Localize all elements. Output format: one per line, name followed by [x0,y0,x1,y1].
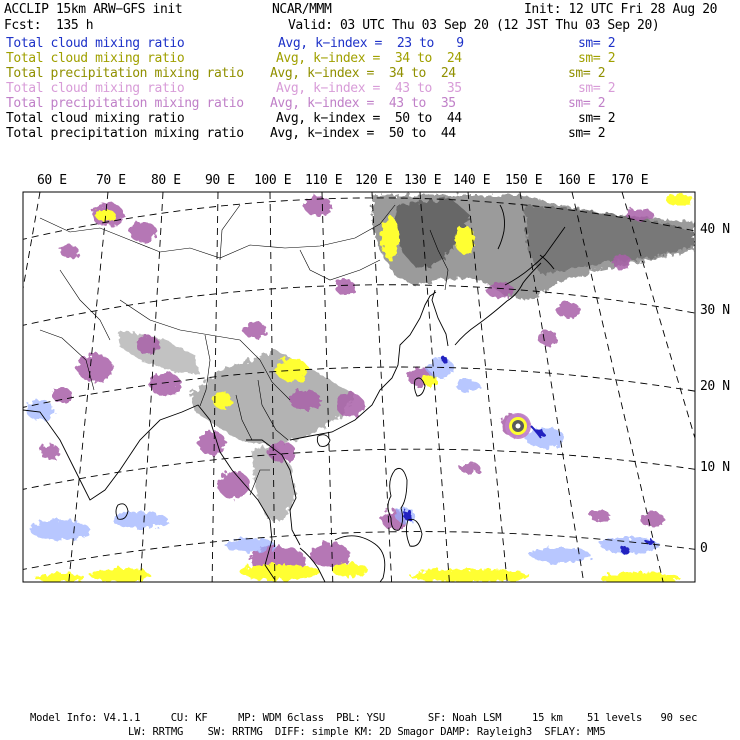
lon-label-130e: 130 E [404,173,442,188]
model-info-line-1: Model Info: V4.1.1 CU: KF MP: WDM 6class PBL: YSU SF: Noah LSM 15 km 51 levels 90 sec [30,712,698,724]
model-info-line-2: LW: RRTMG SW: RRTMG DIFF: simple KM: 2D Smagor DAMP: Rayleigh3 SFLAY: MM5 [128,726,606,738]
center-label: NCAR/MMM [272,2,332,17]
cloud-gray-himalaya [118,330,200,375]
lat-label-40n: 40 N [700,222,730,237]
legend-row-3-smooth: sm= 2 [568,66,606,81]
legend-row-2-field: Total cloud mixing ratio [6,51,185,66]
legend-row-2-levels: Avg, k−index = 34 to 24 [276,51,462,66]
legend-row-1-field: Total cloud mixing ratio [6,36,185,51]
lon-label-140e: 140 E [453,173,491,188]
legend-row-3-field: Total precipitation mixing ratio [6,66,244,81]
legend-row-6-field: Total cloud mixing ratio [6,111,185,126]
lon-label-150e: 150 E [505,173,543,188]
lat-label-0: 0 [700,541,708,556]
cloud-dark-blue-patches [404,357,654,553]
legend-row-6-smooth: sm= 2 [578,111,616,126]
init-time: Init: 12 UTC Fri 28 Aug 20 [524,2,718,17]
forecast-hour: Fcst: 135 h [4,18,94,33]
legend-row-3-levels: Avg, k−index = 34 to 24 [270,66,456,81]
lon-label-60e: 60 E [37,173,67,188]
legend-row-4-field: Total cloud mixing ratio [6,81,185,96]
lon-label-70e: 70 E [96,173,126,188]
model-title: ACCLIP 15km ARW−GFS init [4,2,183,17]
legend-row-4-levels: Avg, k−index = 43 to 35 [276,81,462,96]
lon-label-120e: 120 E [355,173,393,188]
legend-row-5-smooth: sm= 2 [568,96,606,111]
legend-row-7-field: Total precipitation mixing ratio [6,126,244,141]
lon-label-80e: 80 E [151,173,181,188]
map-content [0,192,740,590]
lon-label-100e: 100 E [254,173,292,188]
valid-time: Valid: 03 UTC Thu 03 Sep 20 (12 JST Thu 03 Sep 20) [288,18,660,33]
lat-label-30n: 30 N [700,303,730,318]
legend-row-2-smooth: sm= 2 [578,51,616,66]
legend-row-1-smooth: sm= 2 [578,36,616,51]
lon-label-160e: 160 E [558,173,596,188]
legend-row-1-levels: Avg, k−index = 23 to 9 [278,36,464,51]
legend-row-6-levels: Avg, k−index = 50 to 44 [276,111,462,126]
lon-label-90e: 90 E [205,173,235,188]
legend-row-5-levels: Avg, k−index = 43 to 35 [270,96,456,111]
lon-label-110e: 110 E [305,173,343,188]
lon-label-170e: 170 E [611,173,649,188]
lat-label-20n: 20 N [700,379,730,394]
legend-row-5-field: Total precipitation mixing ratio [6,96,244,111]
legend-row-4-smooth: sm= 2 [578,81,616,96]
lat-label-10n: 10 N [700,460,730,475]
legend-row-7-levels: Avg, k−index = 50 to 44 [270,126,456,141]
legend-row-7-smooth: sm= 2 [568,126,606,141]
cloud-fields [26,194,694,584]
